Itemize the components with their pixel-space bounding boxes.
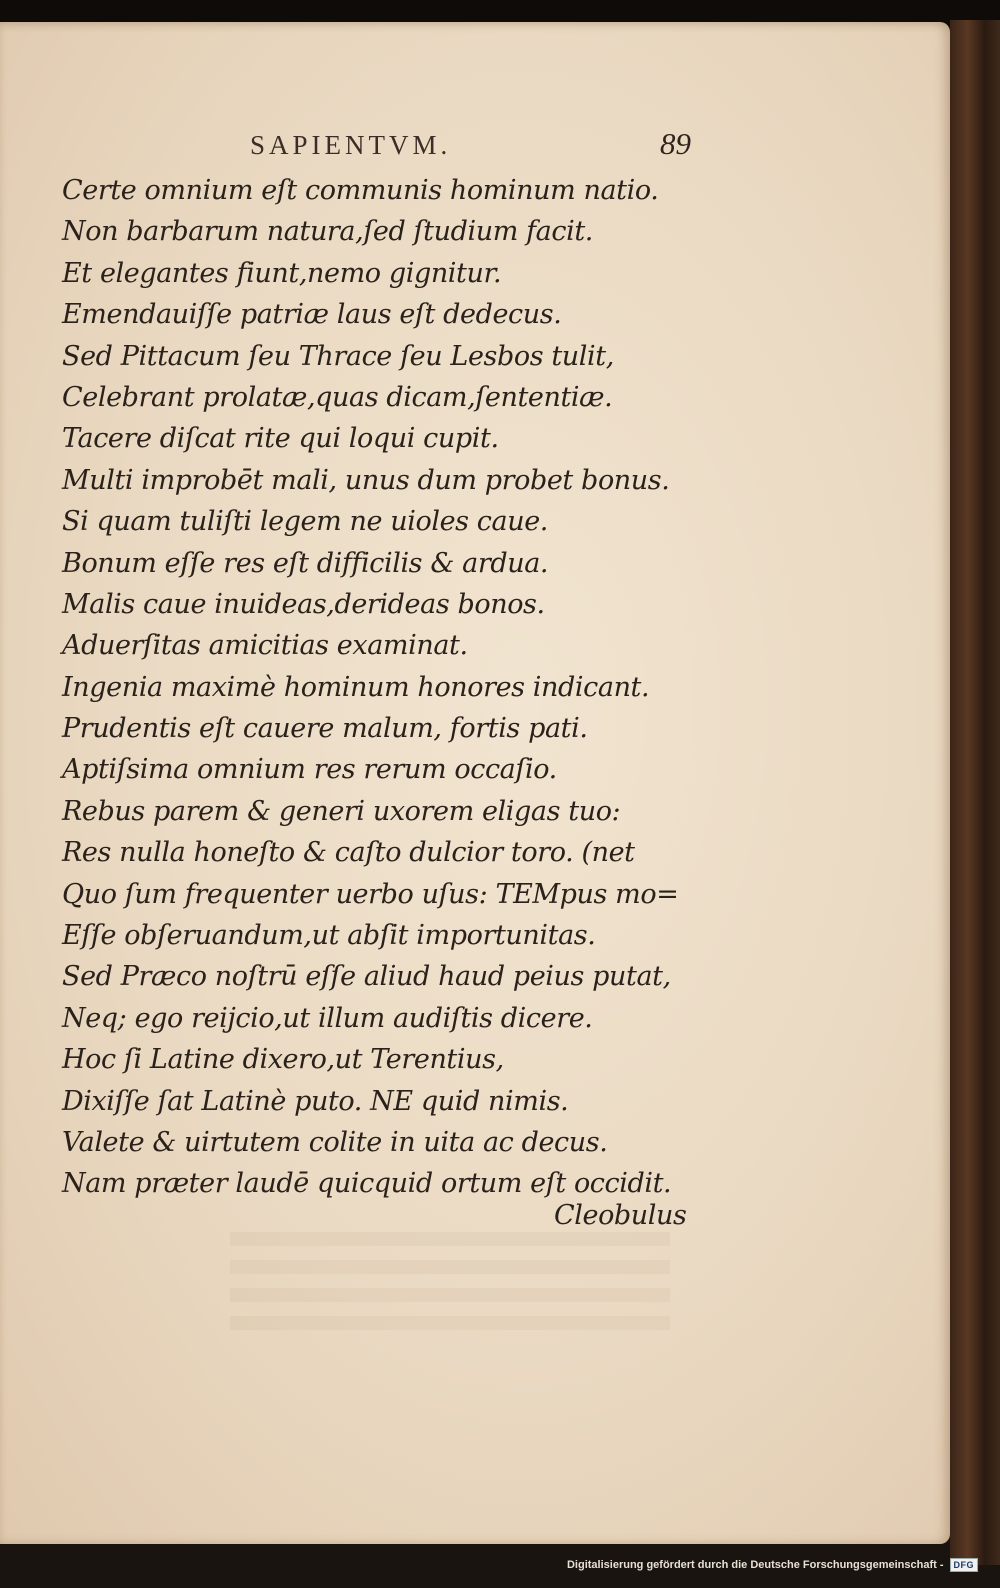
running-head: SAPIENTVM. (250, 130, 452, 160)
verse-line: Sed Præco noſtrū eſſe aliud haud peius putat, (62, 961, 671, 993)
verse-line: Res nulla honeſto & caſto dulcior toro. (net (62, 837, 635, 869)
verse-line: Hoc ſi Latine dixero,ut Terentius, (62, 1044, 504, 1076)
verse-line: Eſſe obſeruandum,ut abſit importunitas. (62, 920, 596, 952)
verse-line: Et elegantes fiunt,nemo gignitur. (62, 257, 502, 289)
verse-line: Ingenia maximè hominum honores indicant. (62, 671, 650, 703)
verse-line: Aptiſsima omnium res rerum occaſio. (62, 754, 557, 786)
catchword: Cleobulus (554, 1200, 687, 1231)
book-edge (950, 20, 1000, 1565)
verse-line: Certe omnium eſt communis hominum natio. (62, 175, 659, 206)
verse-line: Bonum eſſe res eſt difficilis & ardua. (62, 547, 549, 579)
credit-text: Digitalisierung gefördert durch die Deutsche Forschungsgemeinschaft - (566, 1559, 944, 1571)
verse-line: Malis caue inuideas,derideas bonos. (62, 588, 545, 620)
verse-line: Aduerſitas amicitias examinat. (62, 630, 468, 662)
digitization-credit (567, 1550, 978, 1580)
verse-line: Tacere diſcat rite qui loqui cupit. (62, 423, 499, 455)
verse-line: Si quam tuliſti legem ne uioles caue. (62, 506, 548, 538)
verse-line: Prudentis eſt cauere malum, fortis pati. (62, 713, 588, 745)
verse-line: Emendauiſſe patriæ laus eſt dedecus. (62, 299, 562, 331)
page-number: 89 (660, 126, 691, 161)
verse-line: Quo ſum frequenter uerbo uſus: TEMpus mo= (62, 878, 679, 910)
verse-line: Rebus parem & generi uxorem eligas tuo: (62, 795, 621, 827)
verse-line: Dixiſſe ſat Latinè puto. NE quid nimis. (62, 1085, 569, 1117)
verse-line: Celebrant prolatæ,quas dicam,ſententiæ. (62, 381, 613, 413)
verse-line: Valete & uirtutem colite in uita ac decus. (62, 1126, 608, 1158)
dfg-logo: DFG (950, 1558, 979, 1572)
book-page (0, 22, 950, 1544)
verse-text-block (62, 170, 722, 1205)
show-through-texture (230, 1232, 670, 1332)
verse-line: Non barbarum natura,ſed ſtudium facit. (62, 216, 593, 248)
verse-line: Neq; ego reijcio,ut illum audiſtis dicere. (62, 1002, 593, 1034)
verse-line: Sed Pittacum ſeu Thrace ſeu Lesbos tulit, (62, 340, 614, 372)
verse-line: Nam præter laudē quicquid ortum eſt occidit. (62, 1168, 672, 1200)
verse-line: Multi improbēt mali, unus dum probet bonus. (62, 464, 670, 496)
